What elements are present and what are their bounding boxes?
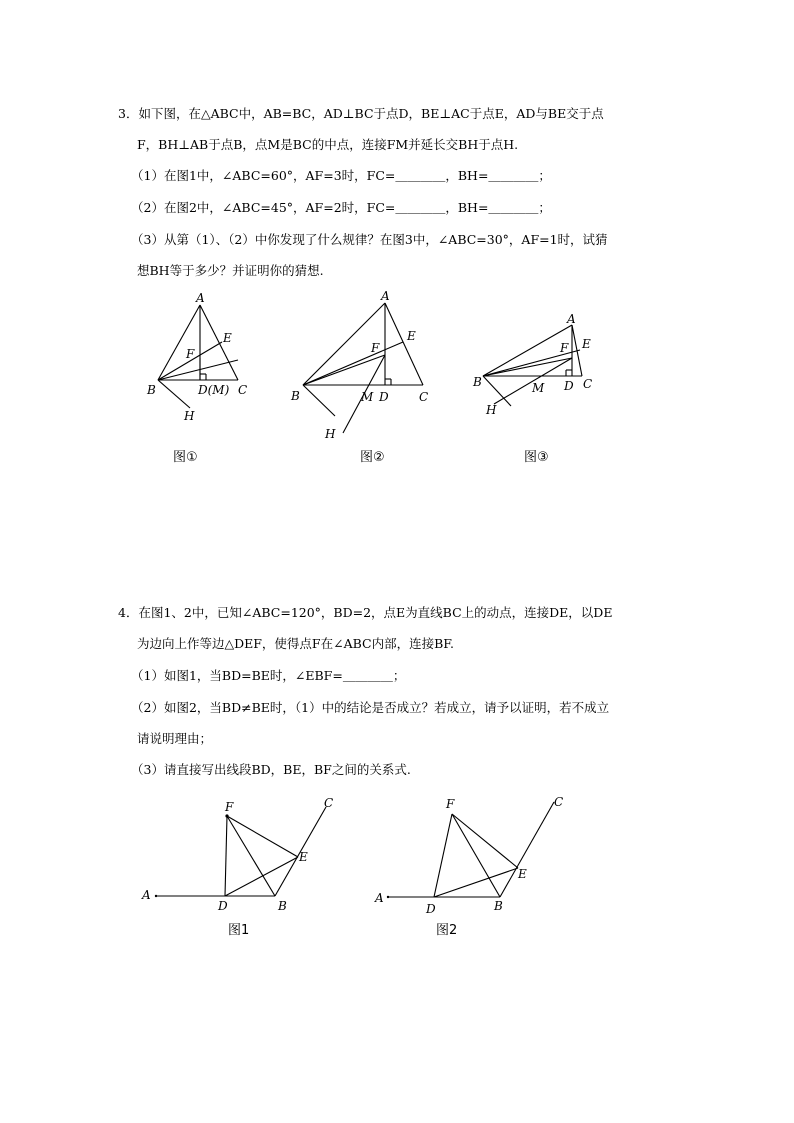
fig3-2-label-A: A — [381, 289, 390, 303]
figure-3-3-caption: 图③ — [524, 450, 549, 465]
fig3-3-label-H: H — [486, 403, 497, 417]
fig3-2-label-H: H — [325, 427, 336, 441]
fig3-1-label-C: C — [238, 383, 248, 397]
fig4-2-label-E: E — [518, 867, 527, 881]
fig3-1-label-DM: D(M) — [198, 383, 230, 397]
figure-3-2-caption: 图② — [360, 450, 385, 465]
figure-4-2 — [372, 790, 582, 915]
fig4-2-label-B: B — [494, 899, 503, 913]
fig4-2-label-F: F — [446, 797, 455, 811]
fig3-3-label-C: C — [583, 377, 593, 391]
figure-3-2 — [285, 288, 445, 448]
problem-3-line-3: （1）在图1中，∠ABC=60°，AF=3时，FC=＿＿＿＿，BH=＿＿＿＿； — [131, 168, 551, 183]
fig4-1-label-D: D — [218, 899, 228, 913]
fig3-2-label-B: B — [291, 389, 300, 403]
fig3-2-label-E: E — [407, 329, 416, 343]
fig4-2-point-A — [387, 896, 389, 898]
problem-3-line-4: （2）在图2中，∠ABC=45°，AF=2时，FC=＿＿＿＿，BH=＿＿＿＿； — [131, 200, 551, 215]
fig3-2-label-M: M — [361, 390, 374, 404]
fig3-1-label-A: A — [196, 291, 205, 305]
problem-3-line-1: 3．如下图，在△ABC中，AB=BC，AD⊥BC于点D，BE⊥AC于点E，AD与BE交于点 — [118, 106, 604, 121]
fig3-3-label-B: B — [473, 375, 482, 389]
fig4-2-label-D: D — [426, 902, 436, 916]
problem-3-line-5: （3）从第（1）、（2）中你发现了什么规律？在图3中，∠ABC=30°，AF=1时，试猜 — [131, 232, 608, 247]
fig3-1-label-H: H — [184, 409, 195, 423]
problem-4-line-1: 4．在图1、2中，已知∠ABC=120°，BD=2，点E为直线BC上的动点，连接DE，以DE — [118, 605, 613, 620]
fig4-1-label-B: B — [278, 899, 287, 913]
problem-4-line-3: （1）如图1，当BD=BE时，∠EBF=＿＿＿＿； — [131, 668, 406, 683]
fig3-1-label-E: E — [223, 331, 232, 345]
fig3-3-label-D: D — [564, 379, 574, 393]
fig4-1-point-A — [155, 895, 157, 897]
fig3-1-label-B: B — [147, 383, 156, 397]
fig4-1-label-F: F — [225, 800, 234, 814]
fig3-3-label-E: E — [582, 337, 591, 351]
figure-4-1 — [138, 795, 348, 915]
problem-3-line-6: 想BH等于多少？并证明你的猜想. — [137, 263, 324, 278]
fig4-1-point-F — [225, 814, 228, 817]
fig4-2-label-A: A — [375, 891, 384, 905]
fig4-2-label-C: C — [554, 795, 564, 809]
fig4-1-label-E: E — [299, 850, 308, 864]
fig3-1-label-F: F — [186, 347, 195, 361]
fig4-1-label-C: C — [324, 796, 334, 810]
fig3-3-label-A: A — [567, 312, 576, 326]
problem-4-line-5: 请说明理由； — [137, 731, 213, 746]
fig4-1-label-A: A — [142, 888, 151, 902]
fig3-2-label-D: D — [379, 390, 389, 404]
fig3-3-label-F: F — [560, 341, 569, 355]
figure-3-1 — [140, 290, 280, 430]
fig3-3-label-M: M — [532, 381, 545, 395]
figure-4-1-caption: 图1 — [228, 923, 250, 938]
fig3-2-label-F: F — [371, 341, 380, 355]
problem-4-line-4: （2）如图2，当BD≠BE时，（1）中的结论是否成立？若成立，请予以证明，若不成立 — [131, 700, 610, 715]
problem-4-line-2: 为边向上作等边△DEF，使得点F在∠ABC内部，连接BF. — [137, 636, 454, 651]
figure-4-2-caption: 图2 — [436, 923, 458, 938]
problem-3-line-2: F，BH⊥AB于点B，点M是BC的中点，连接FM并延长交BH于点H. — [137, 137, 519, 152]
fig3-2-label-C: C — [419, 390, 429, 404]
figure-3-3 — [468, 310, 608, 420]
figure-3-1-caption: 图① — [173, 450, 198, 465]
problem-4-line-6: （3）请直接写出线段BD，BE，BF之间的关系式. — [131, 762, 411, 777]
